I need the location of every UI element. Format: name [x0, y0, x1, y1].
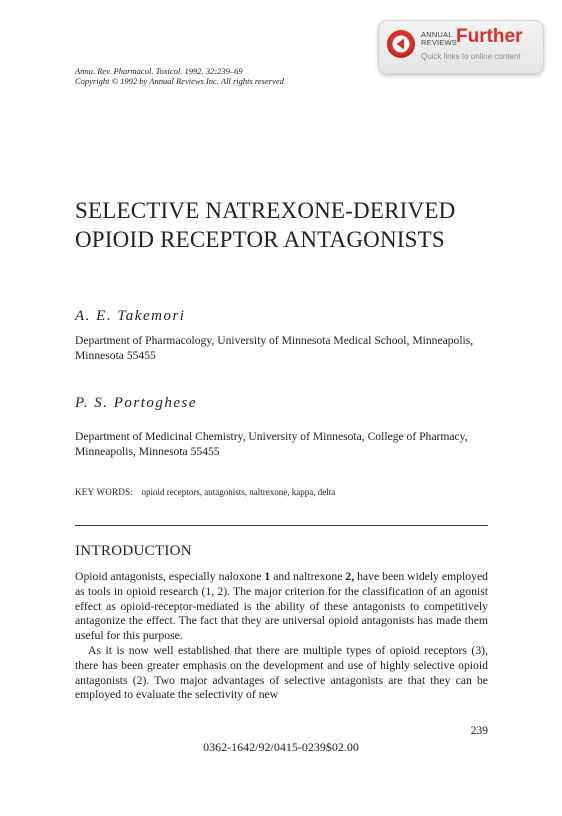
citation-line-1: Annu. Rev. Pharmacol. Toxicol. 1992. 32:239–69 [75, 66, 243, 76]
section-divider [75, 525, 488, 526]
paragraph-2: As it is now well established that there are multiple types of opioid receptors (3), there has been greater emphasis on the development and use of highly selective opioid antagonists (2). Two major advantages of selective antagonists are that they can be employed to evaluate the selectivity of new [75, 643, 488, 702]
play-back-arrow-icon [387, 30, 415, 58]
author-affiliation-2: Department of Medicinal Chemistry, University of Minnesota, College of Pharmacy, Minneapolis, Minnesota 55455 [75, 430, 468, 458]
keywords-list: opioid receptors, antagonists, naltrexone, kappa, delta [141, 487, 336, 497]
compound-number-naloxone: 1 [264, 570, 271, 583]
section-heading: INTRODUCTION [75, 543, 192, 559]
citation-line-2: Copyright © 1992 by Annual Reviews Inc. All rights reserved [75, 76, 284, 86]
author-name-1: A. E. Takemori [75, 308, 186, 324]
compound-number-naltrexone: 2, [345, 570, 355, 583]
article-code: 0362-1642/92/0415-0239$02.00 [203, 740, 359, 754]
article-title [75, 196, 455, 254]
badge-line-annual: ANNUAL [421, 30, 453, 39]
author-name-2: P. S. Portoghese [75, 395, 198, 411]
introduction-body [75, 570, 488, 703]
page-number: 239 [470, 725, 488, 737]
keywords-label: KEY WORDS: [75, 487, 134, 497]
badge-further-word: Further [456, 26, 523, 47]
keywords [75, 487, 335, 497]
paragraph-1: Opioid antagonists, especially naloxone 1 and naltrexone 2, have been widely employed as tools in opioid research (1, 2). The major criterion for the classification of an agonist effect as opioid-receptor-mediated is the ability of these antagonists to competitively antagonize the effect. The fact that they are universal opioid antagonists has made them useful for this purpose. [75, 570, 488, 643]
title-line-2: OPIOID RECEPTOR ANTAGONISTS [75, 227, 445, 252]
annual-reviews-further-badge[interactable] [378, 20, 544, 74]
badge-subtitle: Quick links to online content [421, 52, 521, 61]
title-line-1: SELECTIVE NATREXONE-DERIVED [75, 198, 456, 223]
badge-brand-text [421, 31, 457, 47]
author-affiliation-1: Department of Pharmacology, University of Minnesota Medical School, Minneapolis, Minnesota 55455 [75, 334, 474, 362]
badge-line-reviews: REVIEWS [421, 38, 457, 47]
journal-citation [75, 66, 284, 86]
